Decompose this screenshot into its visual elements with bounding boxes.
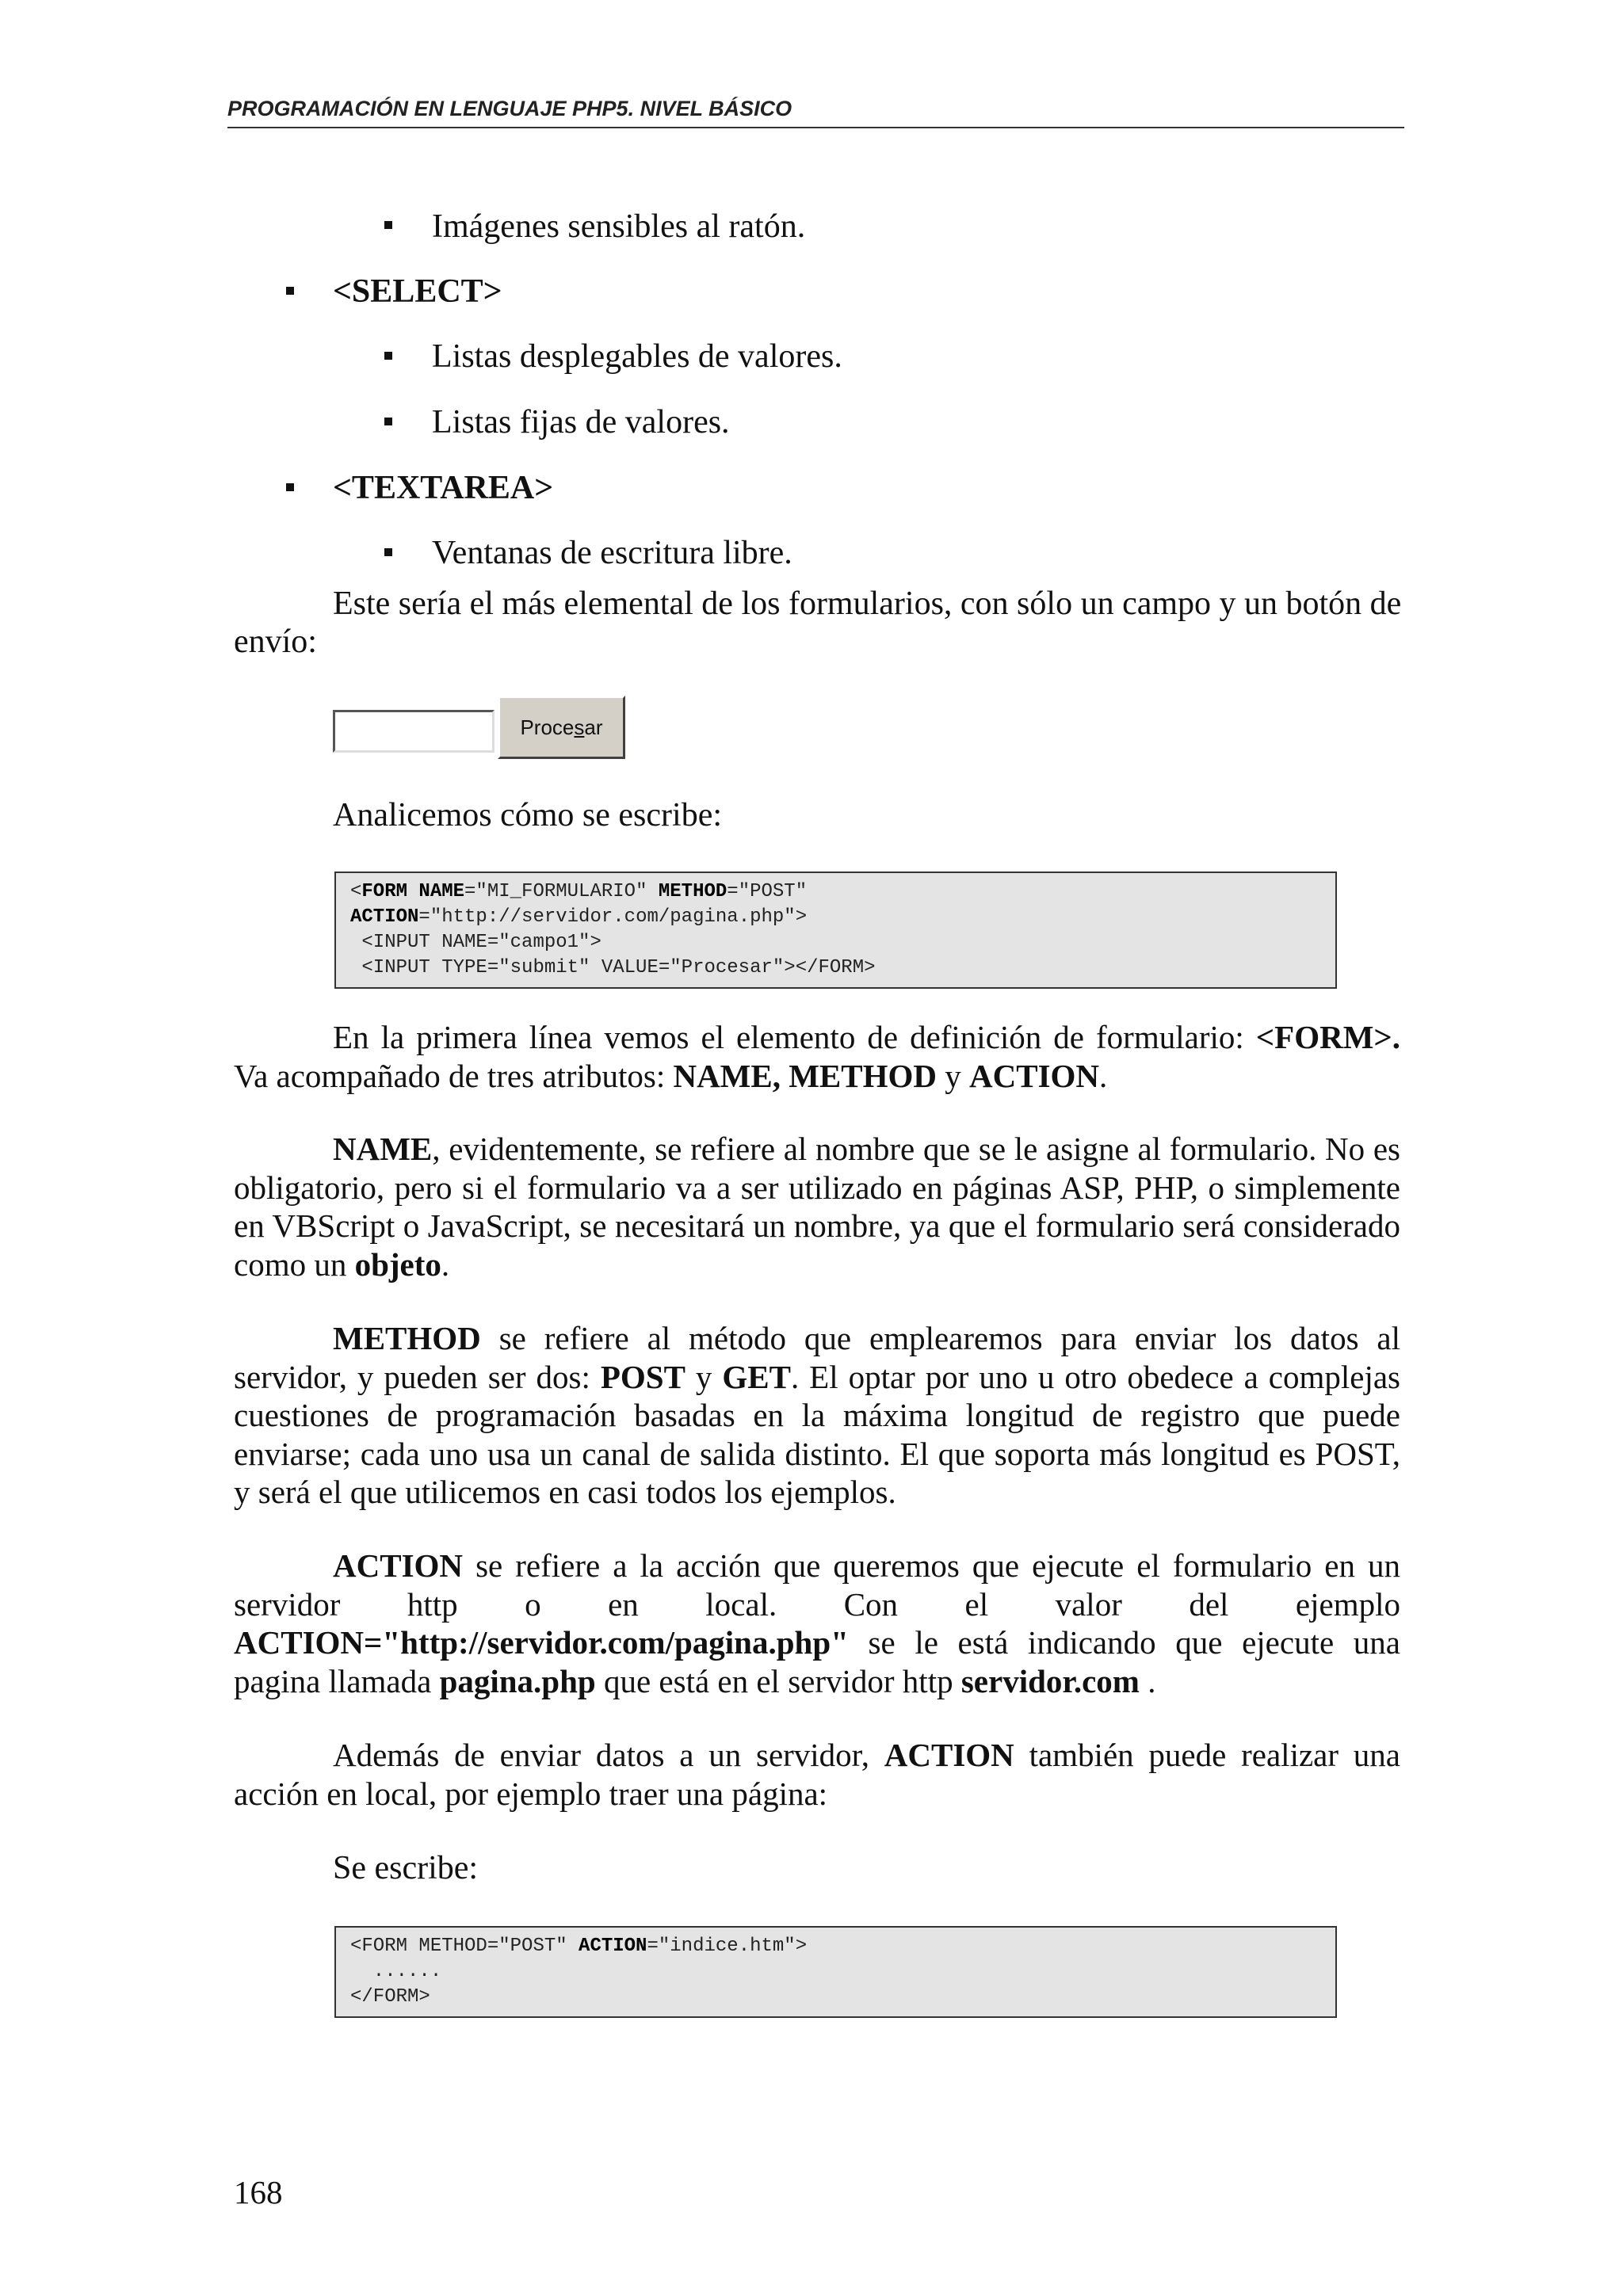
paragraph-action-local: Además de enviar datos a un servidor, ACTION también puede realizar una acción en local, por ejemplo traer una página: [234,1737,1400,1812]
bullet-icon [384,221,392,229]
header-rule [227,127,1404,128]
paragraph-action: ACTION se refiere a la acción que queremos que ejecute el formulario en un servidor http o en local. Con el valor del ejemplo ACTION="http://servidor.com/pagina.php" se le está indicando que ejecute una pagina llamada pagina.php que está en el servidor http servidor.com . [234,1547,1400,1699]
running-header: PROGRAMACIÓN EN LENGUAJE PHP5. NIVEL BÁSICO [227,97,792,120]
bullet-icon [384,352,392,360]
page-number: 168 [234,2174,283,2210]
list-item-imagenes: Imágenes sensibles al ratón. [432,208,806,245]
code-block-form: <FORM NAME="MI_FORMULARIO" METHOD="POST" ACTION="http://servidor.com/pagina.php"> <INPUT NAME="campo1"> <INPUT TYPE="submit" VALUE="Procesar"></FORM> [334,871,1337,989]
bullet-icon [384,418,392,425]
demo-text-field[interactable] [333,710,495,753]
paragraph-method: METHOD se refiere al método que emplearemos para enviar los datos al servidor, y pueden ser dos: POST y GET. El optar por uno u otro obedece a complejas cuestiones de programación basadas en la máxima longitud de registro que puede enviarse; cada uno usa un canal de salida distinto. El que soporta más longitud es POST, y será el que utilicemos en casi todos los ejemplos. [234,1320,1400,1510]
se-escribe-heading: Se escribe: [333,1850,479,1886]
procesar-button[interactable] [498,696,625,759]
list-item-textarea: <TEXTAREA> [333,470,554,506]
paragraph-form-element: En la primera línea vemos el elemento de definición de formulario: <FORM>. Va acompañado de tres atributos: NAME, METHOD y ACTION. [234,1019,1400,1094]
list-item-select: <SELECT> [333,273,502,310]
paragraph-name: NAME, evidentemente, se refiere al nombre que se le asigne al formulario. No es obligatorio, pero si el formulario va a ser utilizado en páginas ASP, PHP, o simplemente en VBScript o JavaScript, se necesitará un nombre, ya que el formulario será considerado como un objeto. [234,1131,1400,1283]
analyze-heading: Analicemos cómo se escribe: [333,797,722,833]
intro-line-2: envío: [234,624,317,660]
bullet-icon [286,287,294,295]
bullet-icon [286,483,294,491]
bullet-icon [384,548,392,556]
list-item-ventanas: Ventanas de escritura libre. [432,535,792,571]
list-item-listas-desplegables: Listas desplegables de valores. [432,338,842,375]
list-item-listas-fijas: Listas fijas de valores. [432,404,730,441]
procesar-button-label: Procesar [520,715,603,739]
intro-line-1: Este sería el más elemental de los formularios, con sólo un campo y un botón de [333,585,1402,622]
code-block-indice: <FORM METHOD="POST" ACTION="indice.htm"> ...... </FORM> [334,1926,1337,2018]
